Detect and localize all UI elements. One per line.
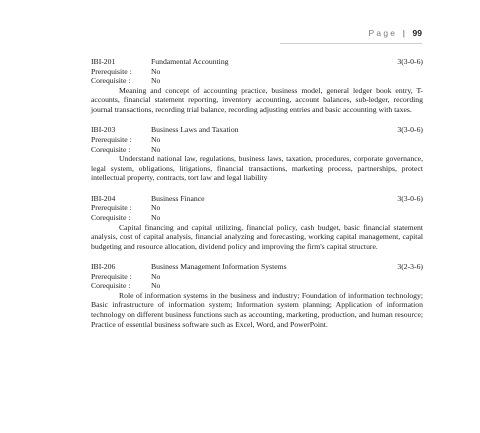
prerequisite-value: No (151, 134, 161, 144)
course-code: IBI-201 (91, 57, 116, 66)
course-entry (91, 194, 423, 252)
course-title: Business Laws and Taxation (151, 125, 239, 135)
page-label: Page (368, 28, 398, 38)
corequisite-value: No (151, 76, 161, 86)
corequisite-label: Corequisite : (91, 281, 131, 291)
course-entry (91, 57, 423, 115)
prerequisite-label: Prerequisite : (91, 66, 132, 76)
course-list (91, 57, 423, 340)
course-credits: 3(3-0-6) (397, 193, 423, 203)
prerequisite-value: No (151, 271, 161, 281)
prerequisite-row (91, 272, 423, 282)
prerequisite-row (91, 67, 423, 77)
prerequisite-row (91, 135, 423, 145)
course-description: Understand national law, regulations, business laws, taxation, procedures, corporate governance, legal system, obligations, litigations, financial transactions, marketing process, partnerships, protect intellectual property, contracts, tort law and legal liability (91, 154, 423, 183)
corequisite-value: No (151, 144, 161, 154)
corequisite-row (91, 281, 423, 291)
prerequisite-value: No (151, 203, 161, 213)
prerequisite-label: Prerequisite : (91, 203, 132, 213)
prerequisite-label: Prerequisite : (91, 271, 132, 281)
corequisite-value: No (151, 281, 161, 291)
course-description: Meaning and concept of accounting practice, business model, general ledger book entry, T-accounts, financial statement reporting, inventory accounting, account balances, sub-ledger, recording journal transactions, recording trial balance, recording adjusting entries and basic accounting with taxes. (91, 85, 423, 114)
course-heading (91, 57, 423, 67)
course-heading (91, 262, 423, 272)
corequisite-row (91, 145, 423, 155)
page-number: 99 (412, 28, 422, 38)
course-title: Business Finance (151, 193, 205, 203)
corequisite-row (91, 213, 423, 223)
prerequisite-label: Prerequisite : (91, 134, 132, 144)
corequisite-label: Corequisite : (91, 76, 131, 86)
corequisite-row (91, 76, 423, 86)
course-credits: 3(3-0-6) (397, 125, 423, 135)
prerequisite-row (91, 203, 423, 213)
course-title: Business Management Information Systems (151, 262, 287, 272)
course-credits: 3(3-0-6) (397, 57, 423, 66)
course-heading (91, 194, 423, 204)
course-code: IBI-203 (91, 125, 116, 135)
corequisite-value: No (151, 212, 161, 222)
course-code: IBI-204 (91, 193, 116, 203)
page-separator: | (402, 28, 405, 38)
course-entry (91, 125, 423, 183)
corequisite-label: Corequisite : (91, 144, 131, 154)
prerequisite-value: No (151, 66, 161, 76)
course-entry (91, 262, 423, 329)
corequisite-label: Corequisite : (91, 212, 131, 222)
course-heading (91, 125, 423, 135)
course-credits: 3(2-3-6) (397, 262, 423, 272)
course-title: Fundamental Accounting (151, 57, 229, 66)
course-description: Role of information systems in the business and industry; Foundation of information technology; Basic infrastructure of information system; Information system planning; Application of information technology on different business functions such as accounting, marketing, production, and human resource; Practice of essential business software such as Excel, Word, and PowerPoint. (91, 290, 423, 329)
header-rule (280, 43, 422, 44)
course-code: IBI-206 (91, 262, 116, 272)
course-description: Capital financing and capital utilizing, financial policy, cash budget, basic financial statement analysis, cost of capital analysis, financial analyzing and forecasting, working capital management, capital budgeting and resource allocation, dividend policy and improving the firm's capital structure. (91, 222, 423, 251)
page-header (369, 28, 422, 38)
